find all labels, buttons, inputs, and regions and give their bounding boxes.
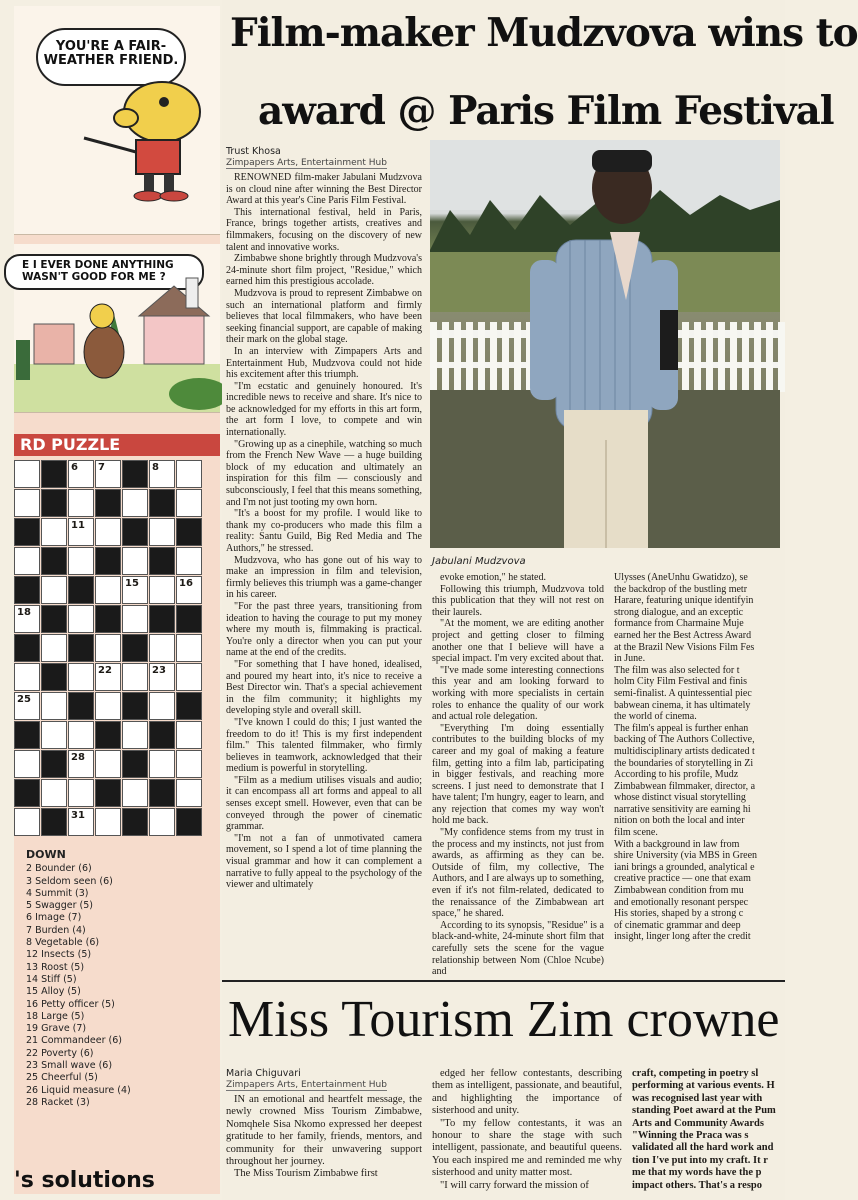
article1-headline-line2: award @ Paris Film Festival	[258, 88, 834, 134]
crossword-cell	[122, 663, 148, 691]
article1-hub: Zimpapers Arts, Entertainment Hub	[226, 158, 387, 168]
crossword-cell	[41, 721, 67, 749]
crossword-cell	[95, 576, 121, 604]
crossword-cell: 23	[149, 663, 175, 691]
crossword-cell	[14, 576, 40, 604]
paragraph: "I've made some interesting connections this year and am looking forward to working with more specialists in certain roles to enhance the quality of our work and actual role delegation.	[432, 664, 604, 723]
crossword-cell	[68, 489, 94, 517]
speech-text-2: E I EVER DONE ANYTHING WASN'T GOOD FOR ME ?	[22, 259, 174, 283]
down-clue: 3 Seldom seen (6)	[26, 875, 113, 887]
paragraph: nition on both the local and inter	[614, 815, 745, 827]
portrait-photo	[430, 140, 780, 548]
crossword-cell	[41, 692, 67, 720]
cartoon-panel-1	[14, 6, 220, 235]
down-clue: 14 Stiff (5)	[26, 973, 77, 985]
paragraph: Zimbabwean condition from mu	[614, 885, 744, 897]
cartoon-character-1	[14, 6, 220, 234]
paragraph: whose distinct visual storytelling	[614, 792, 746, 804]
paragraph: semi-finalist. A quintessential piec	[614, 687, 752, 699]
crossword-cell	[149, 518, 175, 546]
crossword-cell: 8	[149, 460, 175, 488]
paragraph: This international festival, held in Paris, France, brings together artists, creatives and filmmakers, focusing on the discovery of new talent and innovative works.	[226, 206, 422, 253]
crossword-cell	[68, 663, 94, 691]
paragraph: tion I've put into my craft. It r	[632, 1154, 768, 1166]
crossword-cell	[68, 721, 94, 749]
crossword-cell	[176, 460, 202, 488]
paragraph: the backdrop of the bustling metr	[614, 583, 748, 595]
article1-column-3	[614, 572, 785, 943]
paragraph: "I'm not a fan of unmotivated camera movement, so I spend a lot of time planning the visual grammar and how it can complement a narrative to fully appeal to the psychology of the viewer and ultimately	[226, 832, 422, 891]
down-clue: 21 Commandeer (6)	[26, 1035, 123, 1047]
crossword-cell: 18	[14, 605, 40, 633]
crossword-cell	[176, 808, 202, 836]
crossword-cell	[122, 808, 148, 836]
down-clue: 6 Image (7)	[26, 912, 82, 924]
paragraph: Arts and Community Awards	[632, 1117, 764, 1129]
paragraph: Following this triumph, Mudzvova told this publication that they will not rest on their laurels.	[432, 583, 604, 618]
crossword-cell	[176, 518, 202, 546]
paragraph: "I will carry forward the mission of	[440, 1179, 589, 1191]
paragraph: impact others. That's a respo	[632, 1179, 762, 1191]
paragraph: His stories, shaped by a strong c	[614, 908, 744, 920]
crossword-cell	[149, 605, 175, 633]
paragraph: strong dialogue, and an exceptic	[614, 606, 744, 618]
left-strip	[14, 6, 220, 1194]
article1-column-2	[432, 572, 604, 978]
article2-headline: Miss Tourism Zim crowne	[228, 991, 780, 1048]
paragraph: at the Brazil New Visions Film Fes	[614, 641, 755, 653]
crossword-cell	[14, 460, 40, 488]
crossword-cell: 15	[122, 576, 148, 604]
down-heading: DOWN	[26, 848, 66, 861]
crossword-cell	[41, 547, 67, 575]
crossword-cell	[176, 663, 202, 691]
down-clue: 4 Summit (3)	[26, 887, 89, 899]
crossword-cell	[122, 605, 148, 633]
crossword-cell	[95, 721, 121, 749]
down-clue: 19 Grave (7)	[26, 1023, 87, 1035]
crossword-cell	[176, 692, 202, 720]
crossword-cell	[14, 634, 40, 662]
crossword-cell	[149, 721, 175, 749]
crossword-heading: RD PUZZLE	[14, 434, 220, 456]
article1-author: Trust Khosa	[226, 146, 281, 157]
down-clue-list	[26, 863, 220, 1109]
crossword-cell	[41, 663, 67, 691]
crossword-cell	[41, 518, 67, 546]
crossword-cell	[122, 518, 148, 546]
crossword-cell	[41, 779, 67, 807]
paragraph: performing at various events. H	[632, 1080, 775, 1092]
crossword-cell	[41, 460, 67, 488]
paragraph: RENOWNED film-maker Jabulani Mudzvova is on cloud nine after winning the Best Director Award at this year's Cine Paris Film Festival.	[226, 172, 422, 207]
crossword-cell	[95, 547, 121, 575]
crossword-cell	[68, 547, 94, 575]
paragraph: the world of cinema.	[614, 711, 697, 723]
crossword-cell	[14, 808, 40, 836]
paragraph: of cinematic grammar and deep	[614, 919, 741, 931]
paragraph: "Growing up as a cinephile, watching so much from the French New Wave — a huge building block of my education and ultimately an inspiration for this film — consciously and subconsciously, I feel that this means something, and I'm not just tooting my own horn.	[226, 438, 422, 508]
crossword-cell	[95, 605, 121, 633]
paragraph: earned her the Best Actress Award	[614, 629, 752, 641]
paragraph: babwean cinema, it has ultimately	[614, 699, 751, 711]
down-clue: 15 Alloy (5)	[26, 986, 81, 998]
paragraph: the boundaries of storytelling in Zi	[614, 757, 754, 769]
crossword-cell	[122, 547, 148, 575]
crossword-cell	[176, 489, 202, 517]
down-clue: 25 Cheerful (5)	[26, 1072, 98, 1084]
crossword-cell	[68, 692, 94, 720]
paragraph: "For something that I have honed, idealised, and poured my heart into, it's nice to receive a Best Director win. That's a special achievement in the film community; it highlights my developing style and overall skill.	[226, 658, 422, 717]
paragraph: formance from Charmaine Muje	[614, 618, 744, 630]
crossword-cell	[41, 750, 67, 778]
down-clue: 7 Burden (4)	[26, 924, 86, 936]
crossword-cell	[176, 547, 202, 575]
paragraph: According to his profile, Mudz	[614, 769, 739, 781]
down-clues	[26, 849, 220, 1109]
paragraph: IN an emotional and heartfelt message, the newly crowned Miss Tourism Zimbabwe, Nomqhele Sisa Nkomo expressed her deepest gratitude to her family, friends, mentors, and community for their unwavering support throughout her journey.	[226, 1094, 422, 1168]
paragraph: creative practice — one that exam	[614, 873, 751, 885]
crossword-cell	[176, 750, 202, 778]
crossword-cell	[68, 634, 94, 662]
down-clue: 23 Small wave (6)	[26, 1060, 113, 1072]
crossword-cell	[149, 489, 175, 517]
down-clue: 22 Poverty (6)	[26, 1047, 94, 1059]
paragraph: Zimbabwean filmmaker, director, a	[614, 780, 756, 792]
crossword-cell	[14, 779, 40, 807]
crossword-cell	[95, 779, 121, 807]
paragraph: Zimbabwe shone brightly through Mudzvova's 24-minute short film project, "Residue," which earned him this prestigious accolade.	[226, 253, 422, 288]
article2-column-1	[226, 1094, 422, 1181]
down-clue: 26 Liquid measure (4)	[26, 1084, 131, 1096]
crossword-cell	[68, 605, 94, 633]
crossword-cell	[122, 692, 148, 720]
paragraph: "Everything I'm doing essentially contributes to the building blocks of my career and my goal of making a feature film, getting into a film lab, participating in bigger festivals, and reaching more screens. I just need to demonstrate that I have talent; I'm hungry, eager to learn, and any rejection that comes my way won't hold me back.	[432, 722, 604, 827]
crossword-cell: 16	[176, 576, 202, 604]
paragraph: craft, competing in poetry sl	[632, 1068, 759, 1079]
crossword-cell	[95, 692, 121, 720]
crossword-cell: 6	[68, 460, 94, 488]
crossword-cell	[95, 518, 121, 546]
down-clue: 2 Bounder (6)	[26, 863, 92, 875]
cartoon-scene-2	[14, 244, 220, 412]
crossword-cell	[41, 634, 67, 662]
article2-column-2	[432, 1068, 622, 1192]
down-clue: 18 Large (5)	[26, 1010, 85, 1022]
crossword-cell	[149, 808, 175, 836]
paragraph: standing Poet award at the Pum	[632, 1105, 776, 1117]
crossword-cell	[149, 576, 175, 604]
paragraph: was recognised last year with	[632, 1092, 763, 1104]
paragraph: Harare, featuring unique identifyin	[614, 595, 754, 607]
portrait-illustration	[430, 140, 780, 548]
crossword-cell	[176, 779, 202, 807]
crossword-cell	[122, 750, 148, 778]
paragraph: "At the moment, we are editing another project and getting closer to filming another one that I believe will have a special impact. I'm very excited about that.	[432, 618, 604, 665]
down-clue: 8 Vegetable (6)	[26, 937, 100, 949]
paragraph: Mudzvova, who has gone out of his way to make an impression in film and television, firmly believes this triumph was a game-changer in his career.	[226, 554, 422, 601]
crossword-cell	[149, 750, 175, 778]
down-clue: 13 Roost (5)	[26, 961, 85, 973]
crossword-cell	[149, 779, 175, 807]
crossword-cell: 11	[68, 518, 94, 546]
cartoon-panel-2	[14, 244, 220, 413]
paragraph: iani brings a grounded, analytical e	[614, 861, 755, 873]
paragraph: "It's a boost for my profile. I would like to thank my co-producers who made this film a reality: Santu Guild, Big Red Media and The Authors," he stressed.	[226, 508, 422, 554]
crossword-cell: 25	[14, 692, 40, 720]
paragraph: edged her fellow contestants, describing them as intelligent, passionate, and beautiful, and highlighting the importance of sisterhood and unity.	[432, 1068, 622, 1117]
article2-author: Maria Chiguvari	[226, 1068, 301, 1079]
paragraph: The film was also selected for t	[614, 664, 740, 676]
paragraph: "My confidence stems from my trust in the process and my instincts, not just from awards, as affirming as they can be. Outside of film, my collective, The Authors, and I are always up to something, even if it's not film-related, dedicated to the renaissance of the Zimbabwean art space," he shared.	[432, 827, 604, 920]
down-clue: 16 Petty officer (5)	[26, 998, 115, 1010]
crossword-cell	[41, 489, 67, 517]
crossword-cell	[68, 779, 94, 807]
paragraph: multidisciplinary artists dedicated t	[614, 745, 755, 757]
crossword-cell	[14, 547, 40, 575]
section-divider	[222, 980, 785, 982]
crossword-cell	[95, 750, 121, 778]
crossword-cell	[122, 779, 148, 807]
photo-caption: Jabulani Mudzvova	[432, 556, 526, 567]
paragraph: "Film as a medium utilises visuals and audio; it can encompass all art forms and appeal to all senses except smell. However, even that can be conveyed through the power of cinematic grammar.	[226, 774, 422, 833]
paragraph: in June.	[614, 653, 646, 665]
paragraph: film scene.	[614, 827, 658, 839]
crossword-cell	[149, 634, 175, 662]
article2-column-3	[632, 1068, 785, 1192]
crossword-cell	[14, 750, 40, 778]
crossword-cell	[95, 634, 121, 662]
paragraph: evoke emotion," he stated.	[440, 572, 546, 583]
crossword-cell	[41, 808, 67, 836]
paragraph: narrative sensitivity are earning hi	[614, 803, 751, 815]
crossword-cell	[95, 808, 121, 836]
crossword-cell	[14, 721, 40, 749]
crossword-cell	[14, 518, 40, 546]
crossword-cell: 28	[68, 750, 94, 778]
crossword-cell	[41, 576, 67, 604]
crossword-cell	[176, 605, 202, 633]
crossword-cell	[149, 547, 175, 575]
paragraph: Ulysses (AneUnhu Gwatidzo), se	[614, 572, 748, 583]
down-clue: 5 Swagger (5)	[26, 900, 93, 912]
crossword-cell: 31	[68, 808, 94, 836]
crossword-cell	[14, 489, 40, 517]
article2-hub: Zimpapers Arts, Entertainment Hub	[226, 1080, 387, 1090]
crossword-cell: 7	[95, 460, 121, 488]
crossword-cell	[95, 489, 121, 517]
crossword-cell	[149, 692, 175, 720]
paragraph: In an interview with Zimpapers Arts and Entertainment Hub, Mudzvova could not hide his excitement after this triumph.	[226, 345, 422, 381]
crossword-cell	[122, 634, 148, 662]
crossword-cell	[122, 489, 148, 517]
crossword-cell	[176, 634, 202, 662]
paragraph: "To my fellow contestants, it was an honour to share the stage with such intelligent, passionate, and beautiful queens. You each inspired me and reminded me why sisterhood and unity matter most.	[432, 1117, 622, 1179]
paragraph: With a background in law from	[614, 838, 740, 850]
speech-text-1: YOU'RE A FAIR-WEATHER FRIEND.	[43, 39, 179, 69]
crossword-cell	[41, 605, 67, 633]
crossword-cell	[68, 576, 94, 604]
crossword-cell: 22	[95, 663, 121, 691]
paragraph: holm City Film Festival and finis	[614, 676, 748, 688]
article1-column-1	[226, 172, 422, 891]
crossword-cell	[122, 721, 148, 749]
paragraph: Mudzvova is proud to represent Zimbabwe on such an international platform and firmly believes that local filmmakers, who have been seeking financial support, are capable of making their mark on the global stage.	[226, 287, 422, 346]
crossword-cell	[14, 663, 40, 691]
down-clue: 12 Insects (5)	[26, 949, 92, 961]
paragraph: "I'm ecstatic and genuinely honoured. It's incredible news to receive and share. It's nice to be acknowledged for my efforts in this art form, the art form I love, to compete and win internationally.	[226, 380, 422, 439]
paragraph: According to its synopsis, "Residue" is a black-and-white, 24-minute short film that carefully sets the scene for the vague relationship between Nom (Chloe Ncube) and	[432, 919, 604, 978]
paragraph: "I've known I could do this; I just wanted the freedom to do it! This is my first independent film." This talented filmmaker, who firmly believes in teamwork, acknowledged that their medium is powerful in storytelling.	[226, 716, 422, 775]
newspaper-page	[222, 0, 858, 1200]
crossword-cell	[122, 460, 148, 488]
paragraph: insight, linger long after the credit	[614, 931, 751, 943]
paragraph: "For the past three years, transitioning from ideation to having the courage to put my money where my mouth is, filmmaking is practical. You're only a director when you can put your name at the end of the credits.	[226, 600, 422, 659]
solutions-heading: 's solutions	[14, 1168, 155, 1193]
paragraph: backing of The Authors Collective,	[614, 734, 755, 746]
paragraph: The film's appeal is further enhan	[614, 722, 749, 734]
paragraph: shire University (via MBS in Green	[614, 850, 758, 862]
crossword-cell	[176, 721, 202, 749]
down-clue: 28 Racket (3)	[26, 1096, 90, 1108]
paragraph: "Winning the Praca was s	[632, 1130, 749, 1142]
paragraph: me that my words have the p	[632, 1167, 762, 1179]
article1-headline-line1: Film-maker Mudzvova wins to	[230, 10, 858, 56]
paragraph: validated all the hard work and	[632, 1142, 774, 1154]
paragraph: and emotionally resonant perspec	[614, 896, 749, 908]
paragraph: The Miss Tourism Zimbabwe first	[234, 1168, 378, 1180]
